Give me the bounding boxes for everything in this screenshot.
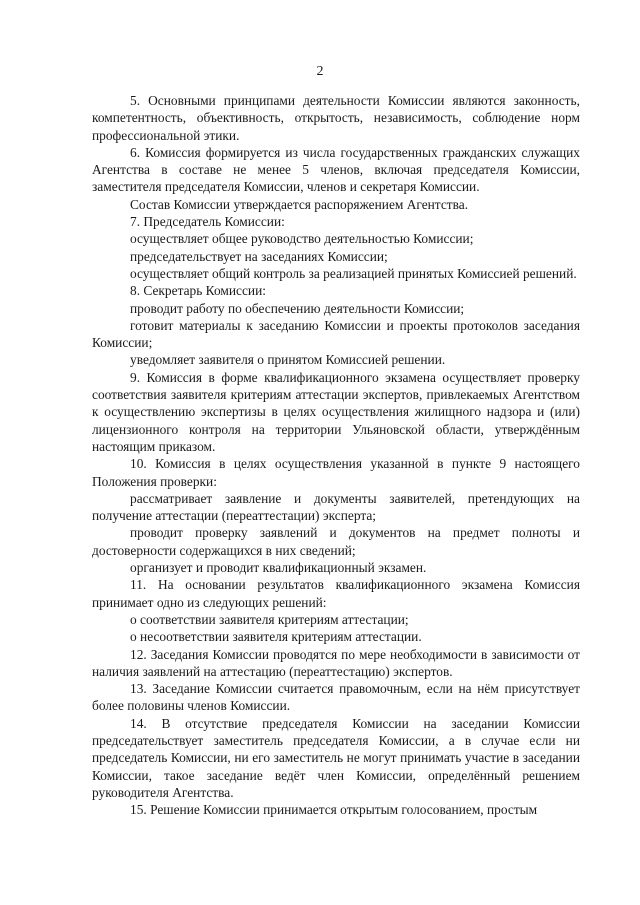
paragraph-10-item-2: проводит проверку заявлений и документов на предмет полноты и достоверности содержащихся в них сведений;: [92, 525, 580, 558]
paragraph-8-item-2: готовит материалы к заседанию Комиссии и проекты протоколов заседания Комиссии;: [92, 317, 580, 351]
paragraph-7-heading: 7. Председатель Комиссии:: [130, 214, 285, 230]
paragraph-8-item-3: уведомляет заявителя о принятом Комиссией решении.: [130, 352, 446, 368]
paragraph-12: 12. Заседания Комиссии проводятся по мере необходимости в зависимости от наличия заявлений на аттестацию (переаттестацию) экспертов.: [92, 646, 580, 679]
paragraph-11-item-2: о несоответствии заявителя критериям аттестации.: [130, 629, 422, 645]
paragraph-6: 6. Комиссия формируется из числа государственных гражданских служащих Агентства в составе не менее 5 членов, включая председателя Комиссии, заместителя председателя Комиссии, членов и секретаря Комиссии.: [92, 144, 580, 195]
paragraph-10-item-1: рассматривает заявление и документы заявителей, претендующих на получение аттестации (переаттестации) эксперта;: [92, 490, 580, 524]
paragraph-14: 14. В отсутствие председателя Комиссии на заседании Комиссии председательствует заместитель председателя Комиссии, а в случае если ни председатель Комиссии, ни его заместитель не могут принимать участие в заседании Комиссии, такое заседание ведёт член Комиссии, определённый решением руководителя Агентства.: [92, 715, 580, 800]
paragraph-11-heading: 11. На основании результатов квалификационного экзамена Комиссия принимает одно из следующих решений:: [92, 577, 580, 610]
paragraph-7-item-2: председательствует на заседаниях Комиссии;: [130, 248, 388, 264]
paragraph-9: 9. Комиссия в форме квалификационного экзамена осуществляет проверку соответствия заявителя критериям аттестации экспертов, привлекаемых Агентством к осуществлению экспертизы в целях осуществления жилищного надзора и (или) лицензионного контроля на территории Ульяновской области, утверждённым настоящим приказом.: [92, 369, 580, 454]
paragraph-8-item-1: проводит работу по обеспечению деятельности Комиссии;: [130, 300, 465, 316]
paragraph-5: 5. Основными принципами деятельности Комиссии являются законность, компетентность, объективность, открытость, независимость, соблюдение норм профессиональной этики.: [92, 93, 580, 143]
paragraph-13: 13. Заседание Комиссии считается правомочным, если на нём присутствует более половины членов Комиссии.: [92, 681, 580, 714]
paragraph-10-heading: 10. Комиссия в целях осуществления указанной в пункте 9 настоящего Положения проверки:: [92, 456, 580, 489]
paragraph-6-composition: Состав Комиссии утверждается распоряжением Агентства.: [130, 196, 469, 212]
document-body: [92, 92, 580, 818]
paragraph-10-item-3: организует и проводит квалификационный экзамен.: [130, 560, 427, 576]
paragraph-11-item-1: о соответствии заявителя критериям аттестации;: [130, 611, 409, 627]
paragraph-7-item-1: осуществляет общее руководство деятельностью Комиссии;: [130, 231, 474, 247]
paragraph-15: 15. Решение Комиссии принимается открытым голосованием, простым: [130, 802, 538, 818]
paragraph-8-heading: 8. Секретарь Комиссии:: [130, 283, 266, 299]
paragraph-7-item-3: осуществляет общий контроль за реализацией принятых Комиссией решений.: [130, 265, 577, 281]
page-number: 2: [316, 64, 324, 79]
